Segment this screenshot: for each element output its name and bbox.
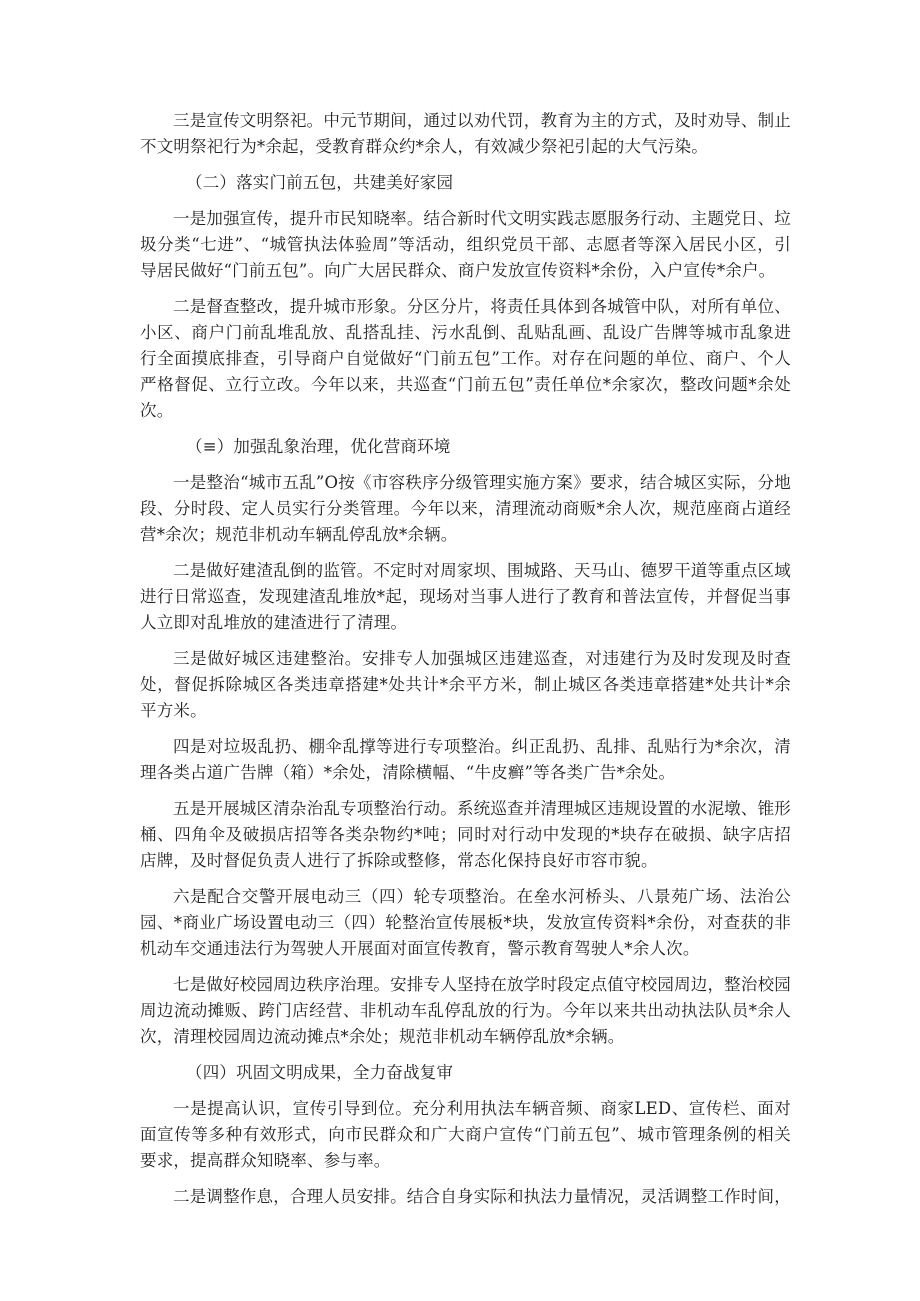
paragraph-campus-order: 七是做好校园周边秩序治理。安排专人坚持在放学时段定点值守校园周边，整治校园周边流动摊贩、跨门店经营、非机动车乱停乱放的行为。今年以来共出动执法队员*余人次，清理校园周边流动摊点*余处；规范非机动车辆停乱放*余辆。	[140, 975, 791, 1046]
paragraph-illegal-construction: 三是做好城区违建整治。安排专人加强城区违建巡查，对违建行为及时发现及时查处，督促拆除城区各类违章搭建*处共计*余平方米，制止城区各类违章搭建*处共计*余平方米。	[140, 649, 791, 720]
document-body	[140, 108, 791, 1220]
paragraph-awareness: 一是提高认识，宣传引导到位。充分利用执法车辆音频、商家LED、宣传栏、面对面宣传等多种有效形式，向市民群众和广大商户宣传“门前五包”、城市管理条例的相关要求，提高群众知晓率、参与率。	[140, 1099, 791, 1170]
paragraph-supervision: 二是督查整改，提升城市形象。分区分片，将责任具体到各城管中队，对所有单位、小区、商户门前乱堆乱放、乱搭乱挂、污水乱倒、乱贴乱画、乱设广告牌等城市乱象进行全面摸底排查，引导商户自觉做好“门前五包”工作。对存在问题的单位、商户、个人严格督促、立行立改。今年以来，共巡查“门前五包”责任单位*余家次，整改问题*余处次。	[140, 297, 791, 420]
section-heading-3: （≡）加强乱象治理，优化营商环境	[186, 437, 451, 456]
paragraph-clearing-sundries: 五是开展城区清杂治乱专项整治行动。系统巡查并清理城区违规设置的水泥墩、锥形桶、四角伞及破损店招等各类杂物约*吨；同时对行动中发现的*块存在破损、缺字店招店牌，及时督促负责人进行了拆除或整修，常态化保持良好市容市貌。	[140, 799, 791, 870]
paragraph-construction-waste: 二是做好建渣乱倒的监管。不定时对周家坝、围城路、天马山、德罗干道等重点区域进行日常巡查，发现建渣乱堆放*起，现场对当事人进行了教育和普法宣传，并督促当事人立即对乱堆放的建渣进行了清理。	[140, 561, 791, 632]
paragraph-garbage-umbrella: 四是对垃圾乱扔、棚伞乱撑等进行专项整治。纠正乱扔、乱排、乱贴行为*余次，清理各类占道广告牌（箱）*余处，清除横幅、“牛皮癣”等各类广告*余处。	[140, 737, 791, 782]
paragraph-civilized-sacrifice: 三是宣传文明祭祀。中元节期间，通过以劝代罚，教育为主的方式，及时劝导、制止不文明祭祀行为*余起，受教育群众约*余人，有效减少祭祀引起的大气污染。	[140, 111, 791, 156]
paragraph-electric-tricycle: 六是配合交警开展电动三（四）轮专项整治。在垒水河桥头、八景苑广场、法治公园、*商业广场设置电动三（四）轮整治宣传展板*块，发放宣传资料*余份，对查获的非机动车交通违法行为驾驶人开展面对面宣传教育，警示教育驾驶人*余人次。	[140, 887, 791, 958]
section-heading-4: （四）巩固文明成果，全力奋战复审	[186, 1063, 454, 1082]
paragraph-five-disorders: 一是整治“城市五乱”O按《市容秩序分级管理实施方案》要求，结合城区实际，分地段、分时段、定人员实行分类管理。今年以来，清理流动商贩*余人次，规范座商占道经营*余次；规范非机动车辆乱停乱放*余辆。	[140, 473, 791, 544]
paragraph-publicity: 一是加强宣传，提升市民知晓率。结合新时代文明实践志愿服务行动、主题党日、垃圾分类“七进”、“城管执法体验周”等活动，组织党员干部、志愿者等深入居民小区，引导居民做好“门前五包”。向广大居民群众、商户发放宣传资料*余份，入户宣传*余户。	[140, 209, 791, 280]
section-heading-2: （二）落实门前五包，共建美好家园	[186, 173, 454, 192]
paragraph-schedule: 二是调整作息，合理人员安排。结合自身实际和执法力量情况，灵活调整工作时间，	[173, 1187, 791, 1206]
